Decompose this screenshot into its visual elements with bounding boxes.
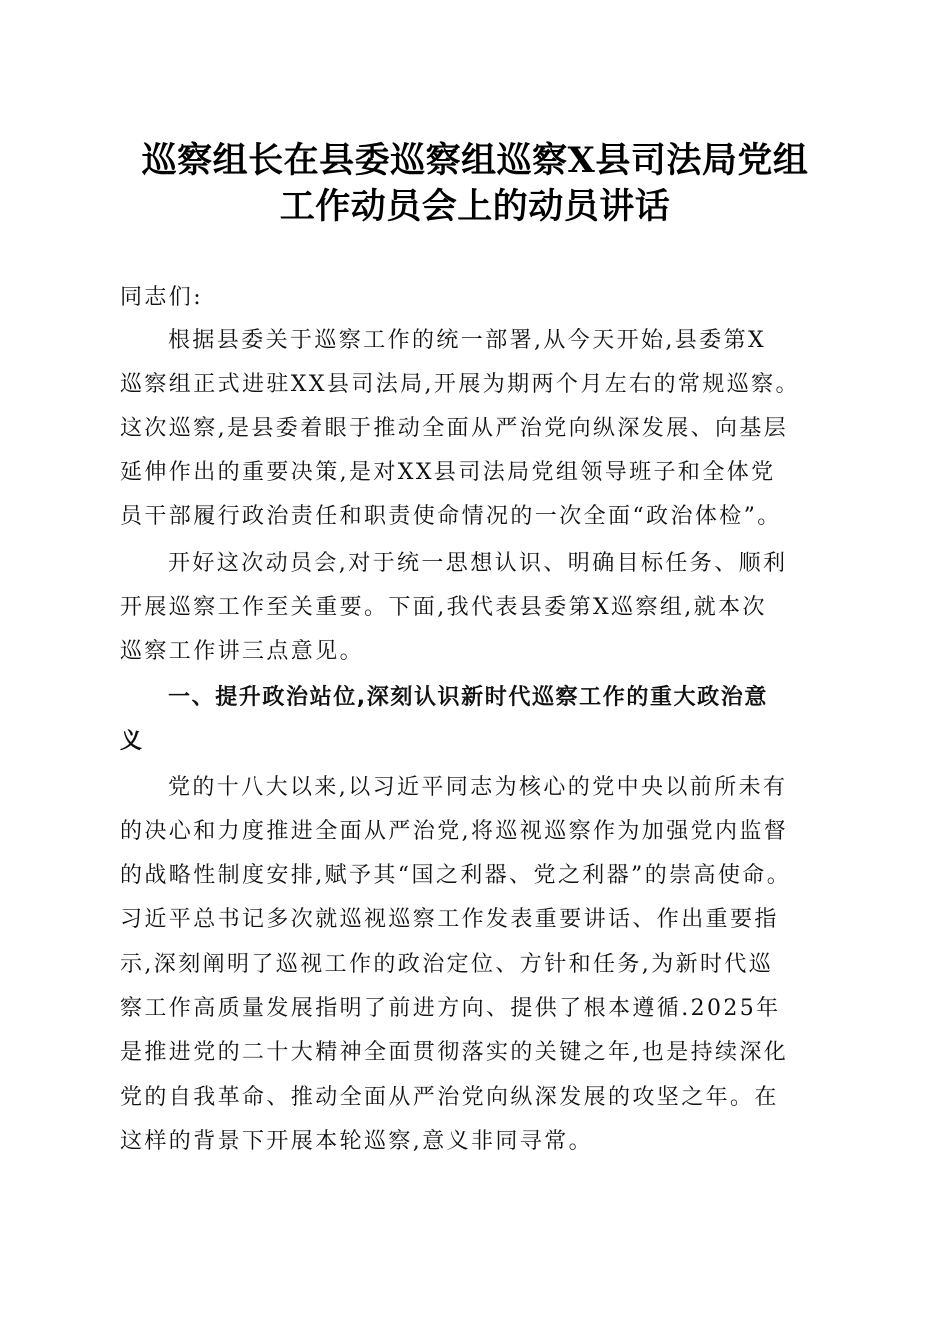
paragraph-line: 党的十八大以来,以习近平同志为核心的党中央以前所未有 [168,775,788,800]
paragraph-line: 的决心和力度推进全面从严治党,将巡视巡察作为加强党内监督 [120,819,789,844]
paragraph-line: 员干部履行政治责任和职责使命情况的一次全面“政治体检”。 [120,504,782,529]
paragraph-line: 党的自我革命、推动全面从严治党向纵深发展的攻坚之年。在 [120,1085,779,1110]
salutation: 同志们: [120,285,204,310]
paragraph-line: 是推进党的二十大精神全面贯彻落实的关键之年,也是持续深化 [120,1040,789,1065]
section-heading: 一、提升政治站位,深刻认识新时代巡察工作的重大政治意 [168,685,768,710]
paragraph-line: 的战略性制度安排,赋予其“国之利器、党之利器”的崇高使命。 [120,863,792,888]
paragraph-line: 根据县委关于巡察工作的统一部署,从今天开始,县委第X [168,328,767,353]
paragraph-line: 习近平总书记多次就巡视巡察工作发表重要讲话、作出重要指 [120,907,779,932]
title-line-2: 工作动员会上的动员讲话 [279,186,671,227]
section-heading: 义 [120,729,144,754]
paragraph-line: 开展巡察工作至关重要。下面,我代表县委第X巡察组,就本次 [120,595,767,620]
paragraph-line: 巡察组正式进驻XX县司法局,开展为期两个月左右的常规巡察。 [120,372,800,397]
paragraph-line: 开好这次动员会,对于统一思想认识、明确目标任务、顺利 [168,551,788,576]
paragraph-line: 这样的背景下开展本轮巡察,意义非同寻常。 [120,1129,593,1154]
title-line-1: 巡察组长在县委巡察组巡察X县司法局党组 [141,140,809,181]
paragraph-line: 延伸作出的重要决策,是对XX县司法局党组领导班子和全体党 [120,460,776,485]
paragraph-line: 这次巡察,是县委着眼于推动全面从严治党向纵深发展、向基层 [120,416,789,441]
paragraph-line: 察工作高质量发展指明了前进方向、提供了根本遵循.2025年 [120,996,781,1021]
paragraph-line: 巡察工作讲三点意见。 [120,639,365,664]
paragraph-line: 示,深刻阐明了巡视工作的政治定位、方针和任务,为新时代巡 [120,952,774,977]
